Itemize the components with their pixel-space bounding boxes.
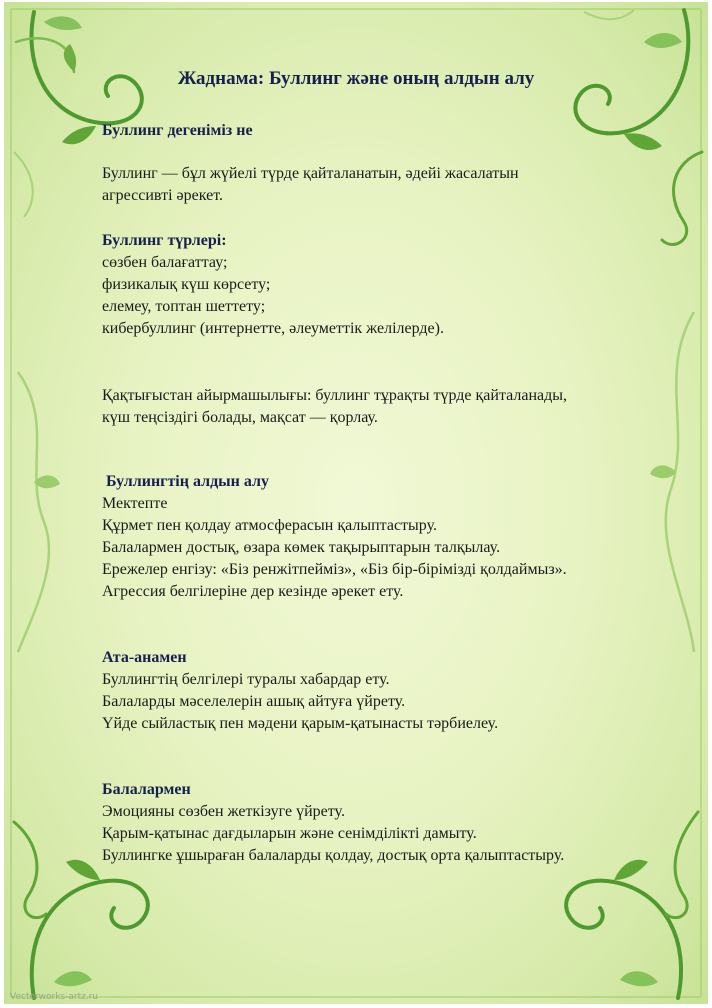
school-list-item: Балалармен достық, өзара көмек тақырыптарын талқылау.: [102, 539, 501, 556]
corner-ornament-top-right: [524, 2, 708, 262]
definition-line: Буллинг — бұл жүйелі түрде қайталанатын, әдейі жасалатын: [102, 165, 519, 182]
definition-line: агрессивті әрекет.: [102, 187, 223, 204]
side-ornament-right: [628, 302, 708, 662]
children-list-item: Буллингке ұшыраған балаларды қолдау, достық орта қалыптастыру.: [102, 847, 565, 864]
difference-line: күш теңсіздігі болады, мақсат — қорлау.: [102, 409, 378, 426]
page-title: Жаднама: Буллинг және оның алдын алу: [177, 68, 535, 89]
flyer-page: [4, 2, 708, 1004]
types-list-item: елемеу, топтан шеттету;: [102, 298, 266, 315]
school-subheading: Мектепте: [102, 495, 168, 512]
types-list-item: физикалық күш көрсету;: [102, 276, 271, 293]
types-list-item: сөзбен балағаттау;: [102, 254, 228, 271]
difference-line: Қақтығыстан айырмашылығы: буллинг тұрақты түрде қайталанады,: [102, 387, 568, 404]
children-list-item: Эмоцияны сөзбен жеткізуге үйрету.: [102, 803, 345, 820]
section-heading-types: Буллинг түрлері:: [102, 232, 227, 249]
parents-list-item: Буллингтің белгілері туралы хабардар ету.: [102, 671, 390, 688]
side-ornament-left: [4, 362, 84, 662]
parents-list-item: Үйде сыйластық пен мәдени қарым-қатынасты тәрбиелеу.: [102, 715, 499, 732]
school-list-item: Агрессия белгілеріне дер кезінде әрекет ету.: [102, 583, 404, 600]
section-heading-prevention: Буллингтің алдын алу: [102, 473, 269, 490]
section-heading-parents: Ата-анамен: [102, 649, 187, 666]
types-list-item: кибербуллинг (интернетте, әлеуметтік желілерде).: [102, 320, 444, 337]
corner-ornament-bottom-right: [518, 762, 708, 1004]
section-heading-children: Балалармен: [102, 781, 191, 798]
school-list-item: Құрмет пен қолдау атмосферасын қалыптастыру.: [102, 517, 437, 534]
watermark: Vectorworks-artz.ru: [10, 992, 99, 1002]
school-list-item: Ережелер енгізу: «Біз ренжітпейміз», «Біз бір-бірімізді қолдаймыз».: [102, 561, 567, 578]
parents-list-item: Балаларды мәселелерін ашық айтуға үйрету.: [102, 693, 406, 710]
section-heading-definition: Буллинг дегеніміз не: [102, 122, 253, 139]
children-list-item: Қарым-қатынас дағдыларын және сенімділікті дамыту.: [102, 825, 477, 842]
